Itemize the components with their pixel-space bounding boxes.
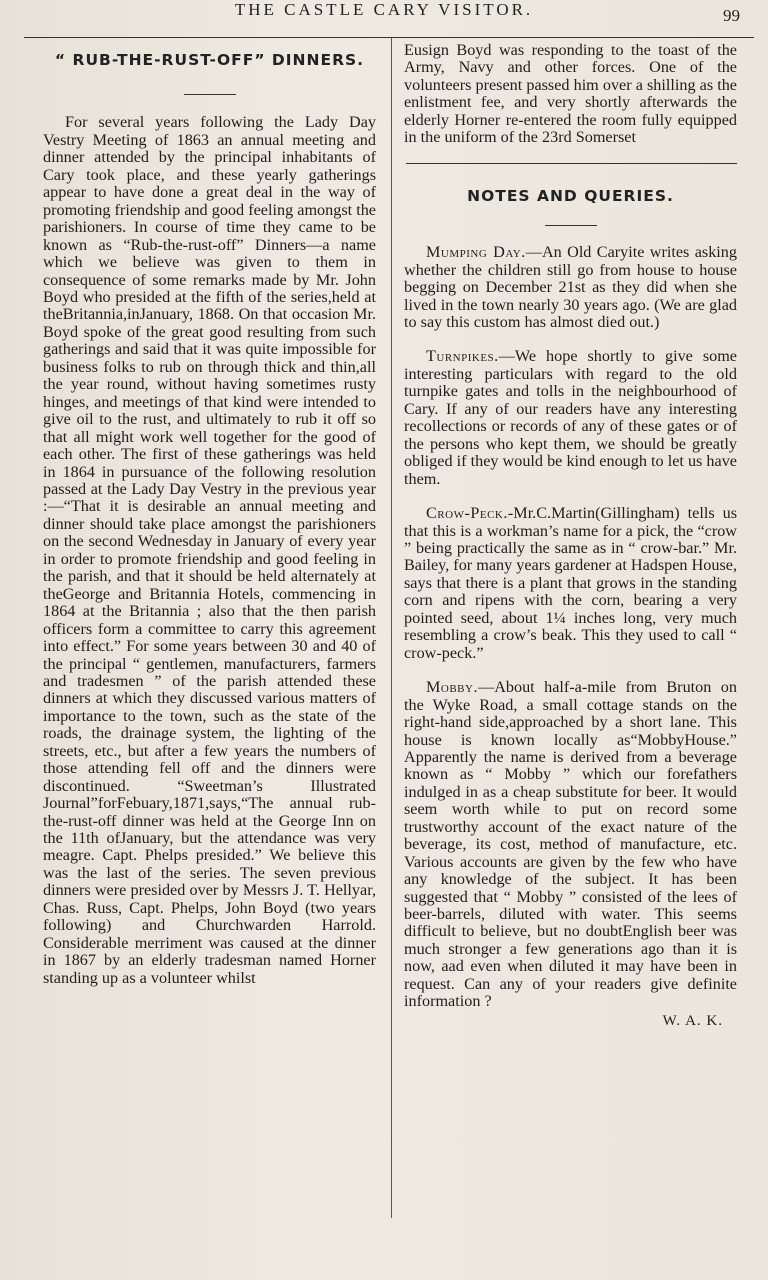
- note-heading: Mobby.: [426, 678, 479, 697]
- note-item: [404, 348, 737, 488]
- note-body: -Mr.C.Martin(Gillingham) tells us that this is a workman’s name for a pick, the “crow ” being practically the same as in “ crow-bar.” Mr. Bailey, for many years gardener at Hadspen House, says that there is a plant that grows in the standing corn and ripens with the corn, bearing a very pointed seed, about 1¼ inches long, very much resembling a crow’s beak. This they used to call “ crow-peck.”: [404, 504, 737, 662]
- note-body: —About half-a-mile from Bruton on the Wyke Road, a small cottage stands on the right-hand side,approached by a short lane. This house is known locally as“MobbyHouse.” Apparently the name is derived from a beverage known as “ Mobby ” which our forefathers indulged in as a cheap substitute for beer. It would seem worth while to put on record some trustworthy account of the exact nature of the beverage, its cost, method of manufacture, etc. Various accounts are given by the few who have any knowledge of the subject. It has been suggested that “ Mobby ” consisted of the lees of beer-barrels, diluted with water. This seems difficult to believe, but no doubtEnglish beer was much stronger a few generations ago than it is now, aad even when diluted it may have been in request. Can any of your readers give definite information ?: [404, 678, 737, 1011]
- article-body: For several years following the Lady Day Vestry Meeting of 1863 an annual meeting and dinner attended by the principal inhabitants of Cary took place, and these yearly gatherings appear to have done a great deal in the way of promoting friendship and good feeling amongst the parishioners. In course of time they came to be known as “Rub-the-rust-off” Dinners—a name which we believe was given to them in consequence of some remarks made by Mr. John Boyd who presided at the fifth of the series,held at theBritannia,inJanuary, 1868. On that occasion Mr. Boyd spoke of the great good resulting from such gatherings and said that it was quite impossible for business folks to rub on through thick and thin,all the year round, without having sometimes rusty hinges, and meetings of that kind were intended to give oil to the rust, and ultimately to rub it off so that all might work well together for the good of each other. The first of these gatherings was held in 1864 in pursuance of the following resolution passed at the Lady Day Vestry in the previous year :—“That it is desirable an annual meeting and dinner should take place amongst the parishioners on the second Wednesday in January of every year in order to promote friendship and good feeling in the parish, and that it should be held alternately at theGeorge and Britannia Hotels, commencing in 1864 at the Britannia ; also that the then parish officers form a committee to carry this agreement into effect.” For some years between 30 and 40 of the principal “ gentlemen, manufacturers, farmers and tradesmen ” of the parish attended these dinners at which they discussed various matters of importance to the town, such as the state of the roads, the drainage system, the lighting of the streets, etc., but after a few years the numbers of those attending fell off and the dinners were discontinued. “Sweetman’s Illustrated Journal”forFebuary,1871,says,“The annual rub-the-rust-off dinner was held at the George Inn on the 11th ofJanuary, but the attendance was very meagre. Capt. Phelps presided.” We believe this was the last of the series. The seven previous dinners were presided over by Messrs J. T. Hellyar, Chas. Russ, Capt. Phelps, John Boyd (two years following) and Churchwarden Harrold. Considerable merriment was caused at the dinner in 1867 by an elderly tradesman named Horner standing up as a volunteer whilst: [43, 113, 376, 987]
- note-item: [404, 679, 737, 1011]
- notes-title-rule: [545, 225, 597, 226]
- header-rule: [24, 37, 754, 38]
- note-item: [404, 244, 737, 331]
- note-heading: Turnpikes.: [426, 347, 499, 366]
- page-number: 99: [723, 6, 740, 25]
- column-divider: [391, 38, 392, 1218]
- running-title: THE CASTLE CARY VISITOR.: [234, 0, 534, 19]
- article-continuation: Eusign Boyd was responding to the toast of the Army, Navy and other forces. One of the volunteers present passed him over a shilling as the enlistment fee, and very shortly afterwards the elderly Horner re-entered the room fully equipped in the uniform of the 23rd Somerset: [404, 41, 737, 147]
- section-rule: [406, 163, 737, 164]
- note-heading: Crow-Peck.: [426, 504, 508, 523]
- note-body: —An Old Caryite writes asking whether the children still go from house to house begging on December 21st as they did when she lived in the town nearly 30 years ago. (We are glad to say this custom has almost died out.): [404, 243, 737, 331]
- signature: W. A. K.: [662, 1012, 723, 1029]
- note-item: [404, 505, 737, 662]
- left-column: [43, 42, 376, 987]
- right-column: [404, 42, 737, 1030]
- note-heading: Mumping Day.: [426, 243, 526, 262]
- notes-title: NOTES AND QUERIES.: [467, 186, 674, 205]
- title-rule: [184, 94, 236, 95]
- article-title: “ RUB-THE-RUST-OFF” DINNERS.: [54, 51, 365, 69]
- note-body: —We hope shortly to give some interesting particulars with regard to the old turnpike gates and tolls in the neighbourhood of Cary. If any of our readers have any interesting recollections or records of any of these gates or of the persons who kept them, we should be greatly obliged if they would be kind enough to let us have them.: [404, 347, 737, 488]
